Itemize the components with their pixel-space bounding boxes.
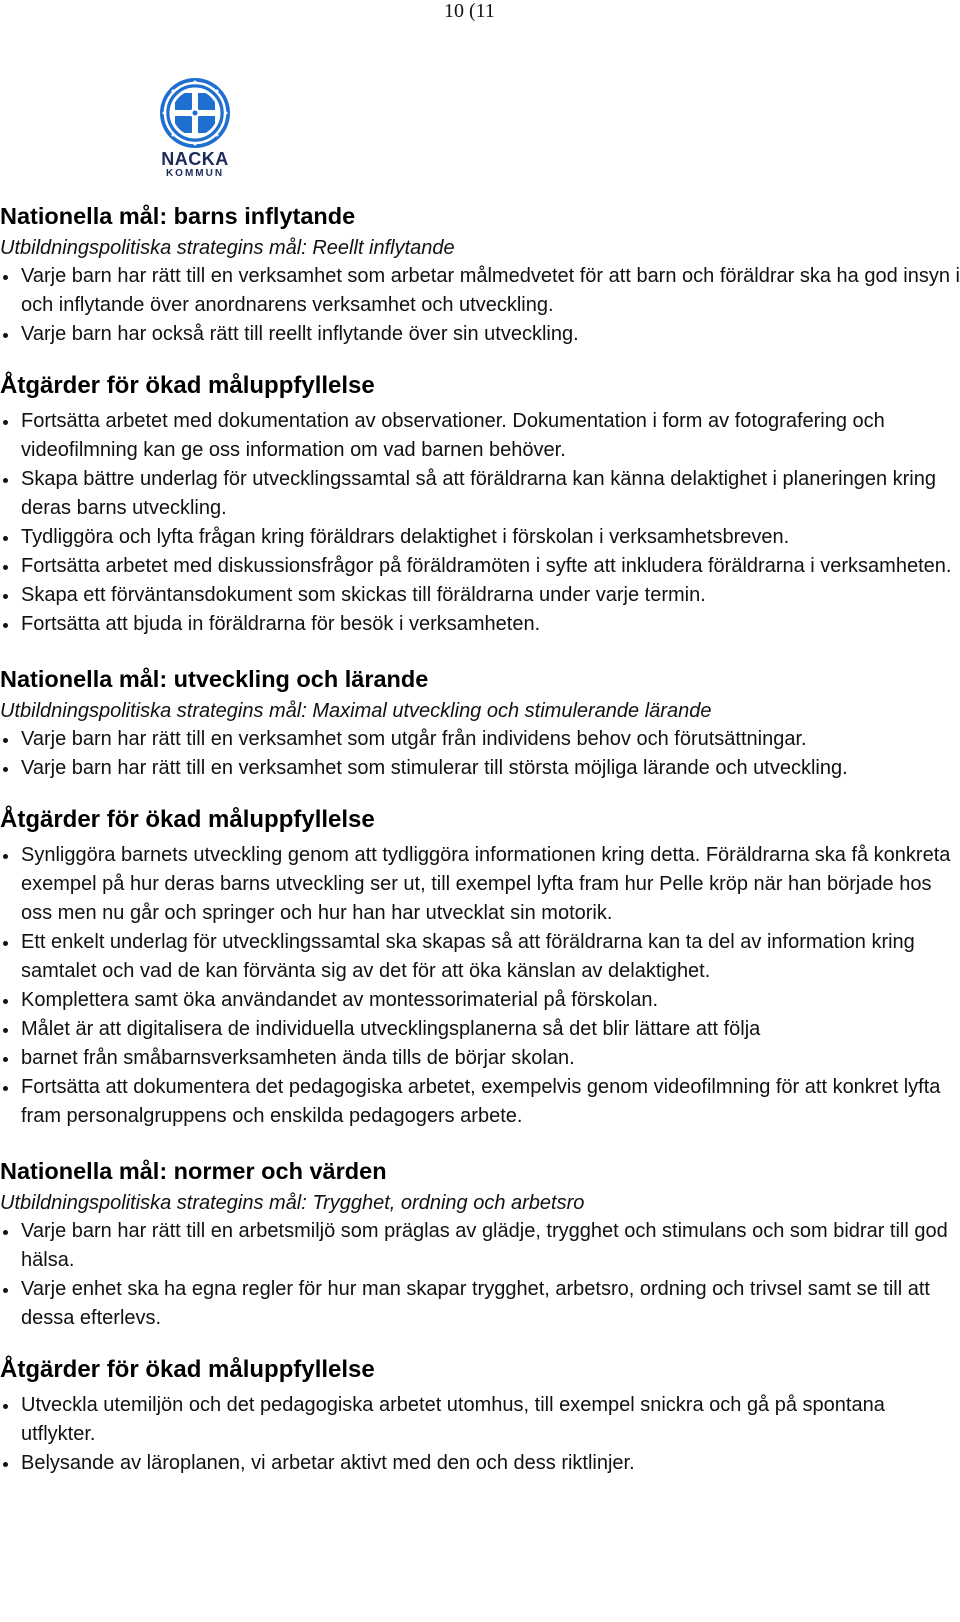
goal-heading: Nationella mål: utveckling och lärande <box>0 666 429 692</box>
list-item: Komplettera samt öka användandet av montessorimaterial på förskolan. <box>0 986 960 1015</box>
list-item: Belysande av läroplanen, vi arbetar aktivt med den och dess riktlinjer. <box>0 1449 960 1478</box>
measures-list <box>0 407 960 639</box>
list-item: Fortsätta arbetet med diskussionsfrågor på föräldramöten i syfte att inkludera föräldrarna i verksamheten. <box>0 552 960 581</box>
list-item: Utveckla utemiljön och det pedagogiska arbetet utomhus, till exempel snickra och gå på spontana utflykter. <box>0 1391 960 1449</box>
measures-list <box>0 1391 960 1478</box>
section-spacer <box>0 1131 960 1157</box>
strategy-goal: Utbildningspolitiska strategins mål: Reellt inflytande <box>0 237 455 259</box>
list-item: Fortsätta att bjuda in föräldrarna för besök i verksamheten. <box>0 610 960 639</box>
list-item: Varje enhet ska ha egna regler för hur man skapar trygghet, arbetsro, ordning och trivsel samt se till att dessa efterlevs. <box>0 1275 960 1333</box>
list-item: Varje barn har rätt till en verksamhet som stimulerar till största möjliga lärande och utveckling. <box>0 754 960 783</box>
section-utveckling-och-larande <box>0 665 960 1131</box>
measures-heading: Åtgärder för ökad måluppfyllelse <box>0 806 375 833</box>
list-item: Ett enkelt underlag för utvecklingssamtal ska skapas så att föräldrarna kan ta del av information kring samtalet och vad de kan förvänta sig av det för att öka känslan av delaktighet. <box>0 928 960 986</box>
goal-list <box>0 725 960 783</box>
goal-heading: Nationella mål: barns inflytande <box>0 203 356 229</box>
measures-heading: Åtgärder för ökad måluppfyllelse <box>0 372 375 399</box>
logo-subtitle: KOMMUN <box>165 168 225 179</box>
list-item: Varje barn har rätt till en arbetsmiljö som präglas av glädje, trygghet och stimulans och som bidrar till god hälsa. <box>0 1217 960 1275</box>
list-item: Tydliggöra och lyfta frågan kring föräldrars delaktighet i förskolan i verksamhetsbreven. <box>0 523 960 552</box>
list-item: Skapa bättre underlag för utvecklingssamtal så att föräldrarna kan känna delaktighet i planeringen kring deras barns utveckling. <box>0 465 960 523</box>
strategy-goal: Utbildningspolitiska strategins mål: Trygghet, ordning och arbetsro <box>0 1192 585 1214</box>
section-spacer <box>0 639 960 665</box>
nacka-emblem-icon <box>154 77 236 159</box>
goal-heading: Nationella mål: normer och värden <box>0 1158 387 1184</box>
list-item: Varje barn har rätt till en verksamhet som arbetar målmedvetet för att barn och föräldrar ska ha god insyn i och inflytande över anordnarens verksamhet och utveckling. <box>0 262 960 320</box>
measures-list <box>0 841 960 1131</box>
list-item: Skapa ett förväntansdokument som skickas till föräldrarna under varje termin. <box>0 581 960 610</box>
measures-heading: Åtgärder för ökad måluppfyllelse <box>0 1356 375 1383</box>
section-barns-inflytande <box>0 202 960 639</box>
list-item: Synliggöra barnets utveckling genom att tydliggöra informationen kring detta. Föräldrarna ska få konkreta exempel på hur deras barns utveckling ser ut, till exempel lyfta fram hur Pelle kröp när han började hos oss men nu går och springer och hur han har utvecklat sin motorik. <box>0 841 960 928</box>
list-item: Målet är att digitalisera de individuella utvecklingsplanerna så det blir lättare att följa <box>0 1015 960 1044</box>
page-number: 10 (11 <box>444 0 495 22</box>
section-normer-och-varden <box>0 1157 960 1478</box>
list-item: barnet från småbarnsverksamheten ända tills de börjar skolan. <box>0 1044 960 1073</box>
list-item: Fortsätta arbetet med dokumentation av observationer. Dokumentation i form av fotografering och videofilmning kan ge oss information om vad barnen behöver. <box>0 407 960 465</box>
nacka-kommun-logo <box>154 77 236 187</box>
strategy-goal: Utbildningspolitiska strategins mål: Maximal utveckling och stimulerande lärande <box>0 700 712 722</box>
list-item: Varje barn har rätt till en verksamhet som utgår från individens behov och förutsättningar. <box>0 725 960 754</box>
goal-list <box>0 1217 960 1333</box>
goal-list <box>0 262 960 349</box>
document-body <box>0 202 960 1478</box>
list-item: Fortsätta att dokumentera det pedagogiska arbetet, exempelvis genom videofilmning för att konkret lyfta fram personalgruppens och enskilda pedagogers arbete. <box>0 1073 960 1131</box>
list-item: Varje barn har också rätt till reellt inflytande över sin utveckling. <box>0 320 960 349</box>
logo-wordmark: NACKA <box>161 149 229 169</box>
